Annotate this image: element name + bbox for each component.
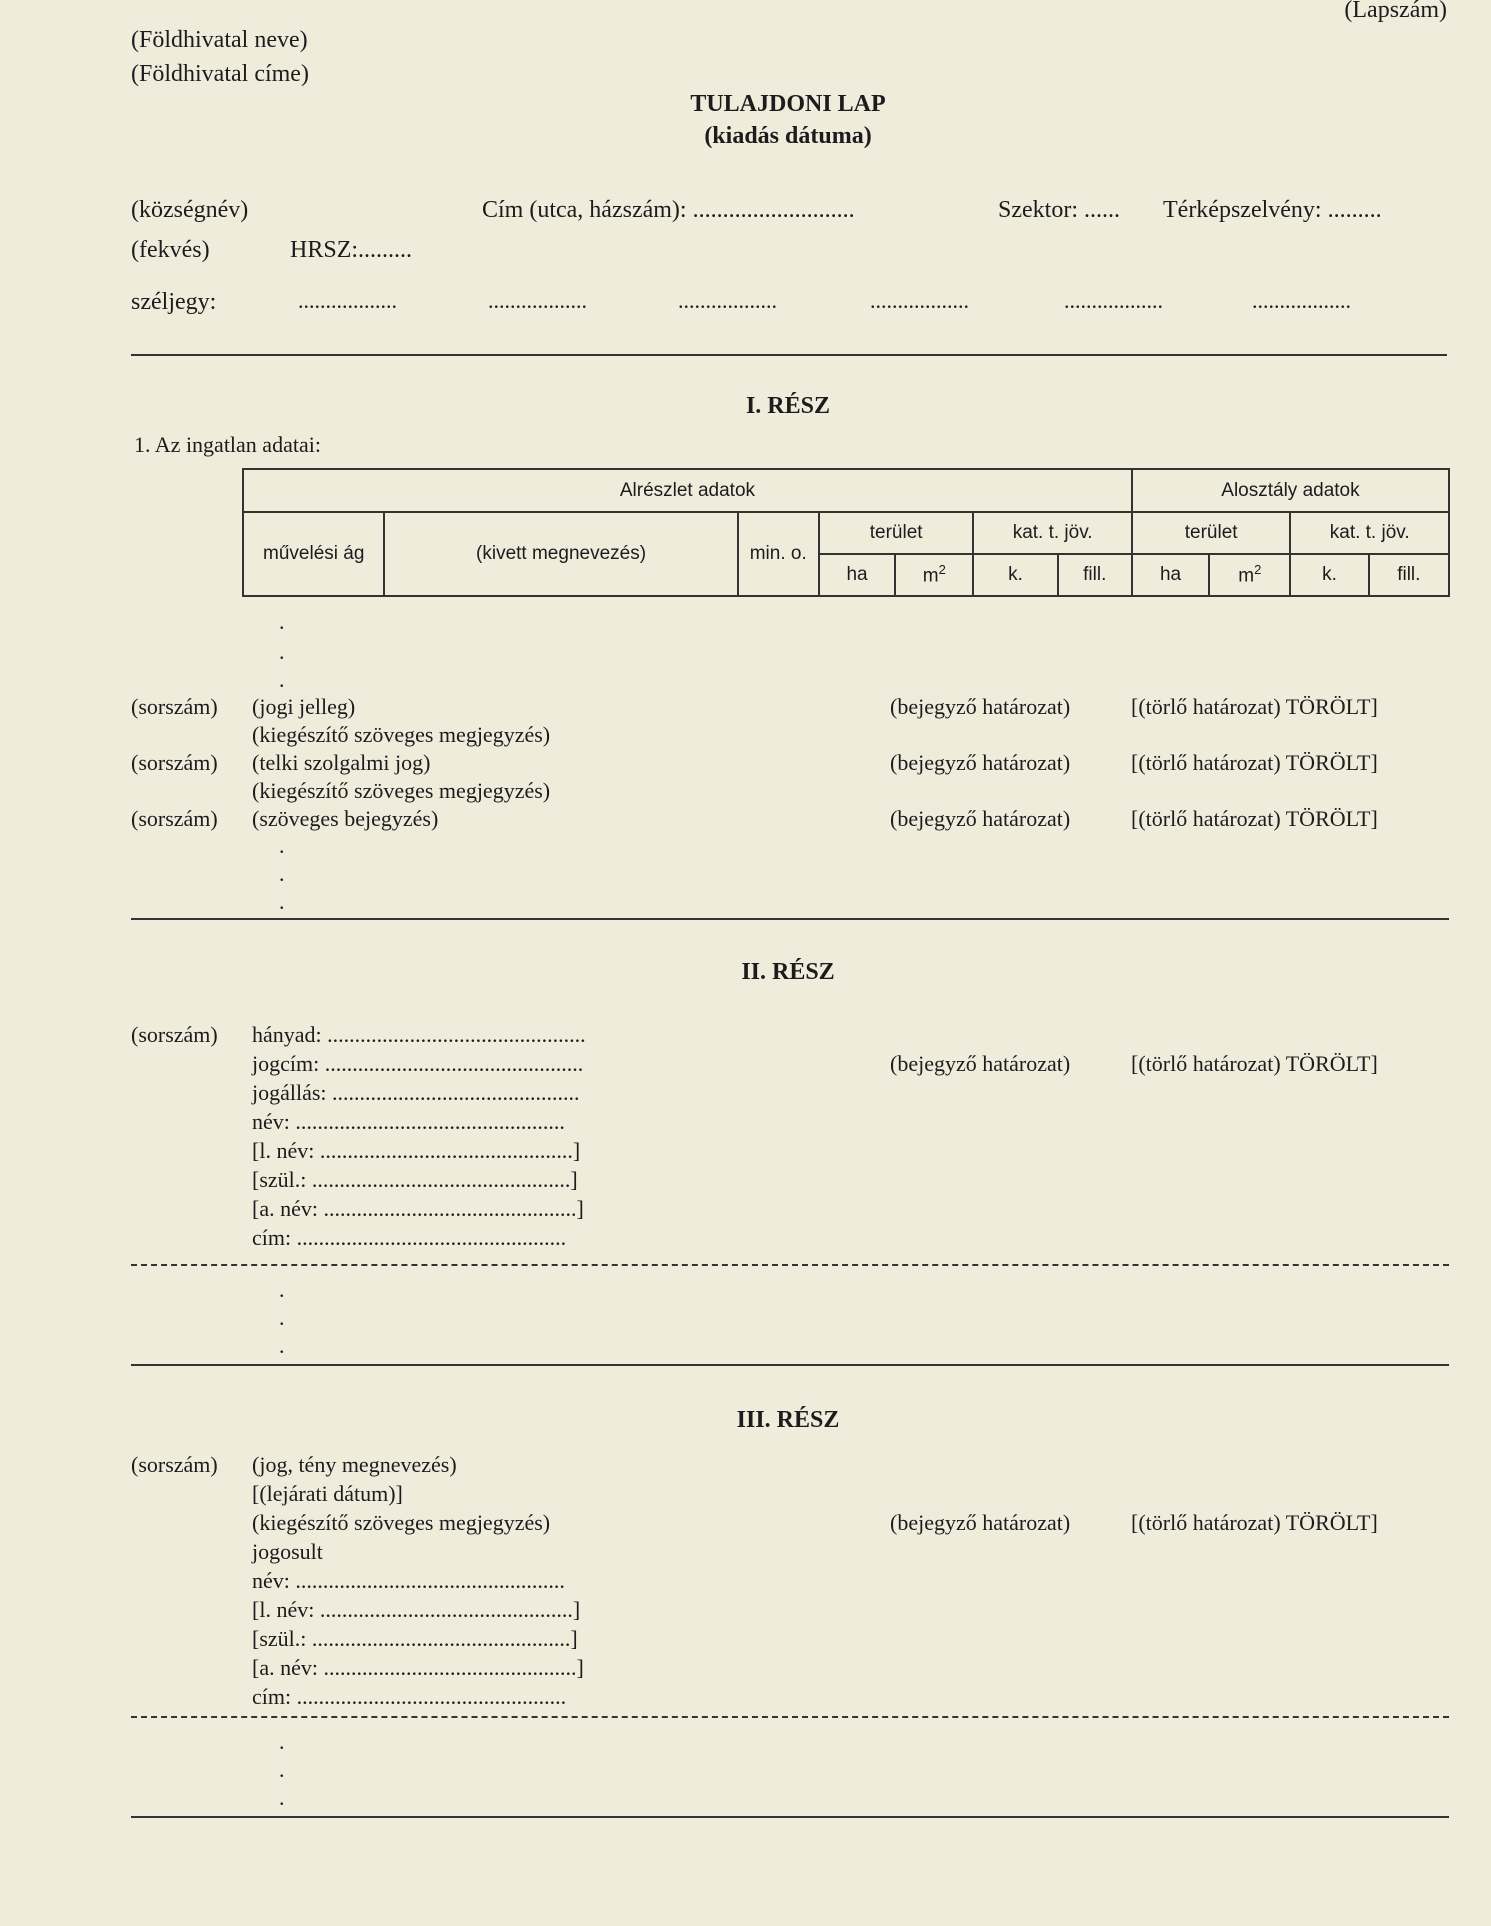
property-data-label: 1. Az ingatlan adatai: bbox=[134, 432, 321, 457]
divider bbox=[131, 918, 1449, 920]
entry-note: (kiegészítő szöveges megjegyzés) bbox=[252, 722, 551, 747]
document-subtitle: (kiadás dátuma) bbox=[704, 123, 872, 149]
margin-slot: .................. bbox=[1064, 288, 1163, 313]
mother-name-field: [a. név: ..............................................] bbox=[252, 1196, 584, 1221]
name-field: név: ................................................. bbox=[252, 1568, 565, 1593]
birth-data-field: [szül.: ...............................................] bbox=[252, 1167, 578, 1192]
income-header: kat. t. jöv. bbox=[973, 512, 1132, 554]
continuation-dot: . bbox=[279, 833, 285, 858]
entry-number: (sorszám) bbox=[131, 806, 218, 831]
entry-number: (sorszám) bbox=[131, 1452, 218, 1477]
continuation-dot: . bbox=[279, 1757, 285, 1782]
cultivation-header: művelési ág bbox=[243, 512, 384, 596]
divider bbox=[131, 354, 1447, 356]
part3-heading: III. RÉSZ bbox=[736, 1407, 840, 1433]
office-address: (Földhivatal címe) bbox=[131, 61, 309, 87]
continuation-dot: . bbox=[279, 1333, 285, 1358]
name-header: (kivett megnevezés) bbox=[384, 512, 737, 596]
continuation-dot: . bbox=[279, 1305, 285, 1330]
area-header: terület bbox=[819, 512, 974, 554]
birth-data-field: [szül.: ...............................................] bbox=[252, 1626, 578, 1651]
entry-text: (szöveges bejegyzés) bbox=[252, 806, 439, 831]
legal-status-field: jogállás: ............................................. bbox=[252, 1080, 580, 1105]
subparcel-data-header: Alrészlet adatok bbox=[243, 469, 1132, 512]
continuation-dot: . bbox=[279, 609, 285, 634]
filler-subheader: fill. bbox=[1058, 554, 1132, 596]
filler-subheader: fill. bbox=[1369, 554, 1449, 596]
property-data-table bbox=[242, 468, 1450, 597]
divider bbox=[131, 1364, 1449, 1366]
address-field: cím: ................................................. bbox=[252, 1225, 567, 1250]
hectare-subheader: ha bbox=[1132, 554, 1209, 596]
address-field: cím: ................................................. bbox=[252, 1684, 567, 1709]
beneficiary-label: jogosult bbox=[252, 1539, 323, 1564]
entry-deleted: [(törlő határozat) TÖRÖLT] bbox=[1131, 806, 1378, 831]
page-number: (Lapszám) bbox=[1344, 0, 1447, 23]
quality-header: min. o. bbox=[738, 512, 819, 596]
continuation-dot: . bbox=[279, 1277, 285, 1302]
margin-slot: .................. bbox=[678, 288, 777, 313]
part2-heading: II. RÉSZ bbox=[741, 959, 835, 985]
entry-decision: (bejegyző határozat) bbox=[890, 806, 1071, 831]
part1-heading: I. RÉSZ bbox=[745, 393, 831, 419]
entry-text: (telki szolgalmi jog) bbox=[252, 750, 431, 775]
continuation-dot: . bbox=[279, 1729, 285, 1754]
entry-deleted: [(törlő határozat) TÖRÖLT] bbox=[1131, 1510, 1378, 1535]
entry-note: (kiegészítő szöveges megjegyzés) bbox=[252, 778, 551, 803]
margin-slot: .................. bbox=[298, 288, 397, 313]
dashed-separator bbox=[131, 1264, 1449, 1266]
continuation-dot: . bbox=[279, 639, 285, 664]
entry-decision: (bejegyző határozat) bbox=[890, 1510, 1071, 1535]
hrsz-field: HRSZ:......... bbox=[290, 237, 413, 263]
area-header: terület bbox=[1132, 512, 1291, 554]
margin-slot: .................. bbox=[488, 288, 587, 313]
hectare-subheader: ha bbox=[819, 554, 895, 596]
name-field: név: ................................................. bbox=[252, 1109, 565, 1134]
entry-number: (sorszám) bbox=[131, 1022, 218, 1047]
expiry-date-field: [(lejárati dátum)] bbox=[252, 1481, 403, 1506]
crown-subheader: k. bbox=[973, 554, 1057, 596]
continuation-dot: . bbox=[279, 1785, 285, 1810]
entry-decision: (bejegyző határozat) bbox=[890, 694, 1071, 719]
entry-decision: (bejegyző határozat) bbox=[890, 1051, 1071, 1076]
document-title: TULAJDONI LAP bbox=[690, 91, 886, 117]
divider bbox=[131, 1816, 1449, 1818]
continuation-dot: . bbox=[279, 889, 285, 914]
map-sheet-field: Térképszelvény: ......... bbox=[1163, 197, 1382, 223]
settlement-label: (községnév) bbox=[131, 197, 249, 223]
right-name-field: (jog, tény megnevezés) bbox=[252, 1452, 457, 1477]
continuation-dot: . bbox=[279, 861, 285, 886]
dashed-separator bbox=[131, 1716, 1449, 1718]
crown-subheader: k. bbox=[1290, 554, 1368, 596]
entry-number: (sorszám) bbox=[131, 694, 218, 719]
entry-note: (kiegészítő szöveges megjegyzés) bbox=[252, 1510, 551, 1535]
income-header: kat. t. jöv. bbox=[1290, 512, 1449, 554]
entry-decision: (bejegyző határozat) bbox=[890, 750, 1071, 775]
margin-notes-label: széljegy: bbox=[131, 289, 217, 315]
entry-text: (jogi jelleg) bbox=[252, 694, 356, 719]
margin-slot: .................. bbox=[1252, 288, 1351, 313]
entry-deleted: [(törlő határozat) TÖRÖLT] bbox=[1131, 750, 1378, 775]
mother-name-field: [a. név: ..............................................] bbox=[252, 1655, 584, 1680]
square-meter-subheader: $m^2$ bbox=[895, 554, 973, 596]
subdivision-data-header: Alosztály adatok bbox=[1132, 469, 1449, 512]
sector-field: Szektor: ...... bbox=[998, 197, 1120, 223]
share-field: hányad: ............................................... bbox=[252, 1022, 586, 1047]
birth-name-field: [l. név: ..............................................] bbox=[252, 1138, 581, 1163]
position-label: (fekvés) bbox=[131, 237, 210, 263]
office-name: (Földhivatal neve) bbox=[131, 27, 308, 53]
entry-number: (sorszám) bbox=[131, 750, 218, 775]
legal-title-field: jogcím: ............................................... bbox=[252, 1051, 584, 1076]
square-meter-subheader: $m^2$ bbox=[1209, 554, 1290, 596]
address-field: Cím (utca, házszám): ........................... bbox=[482, 197, 855, 223]
entry-deleted: [(törlő határozat) TÖRÖLT] bbox=[1131, 694, 1378, 719]
birth-name-field: [l. név: ..............................................] bbox=[252, 1597, 581, 1622]
margin-slot: .................. bbox=[870, 288, 969, 313]
entry-deleted: [(törlő határozat) TÖRÖLT] bbox=[1131, 1051, 1378, 1076]
continuation-dot: . bbox=[279, 667, 285, 692]
